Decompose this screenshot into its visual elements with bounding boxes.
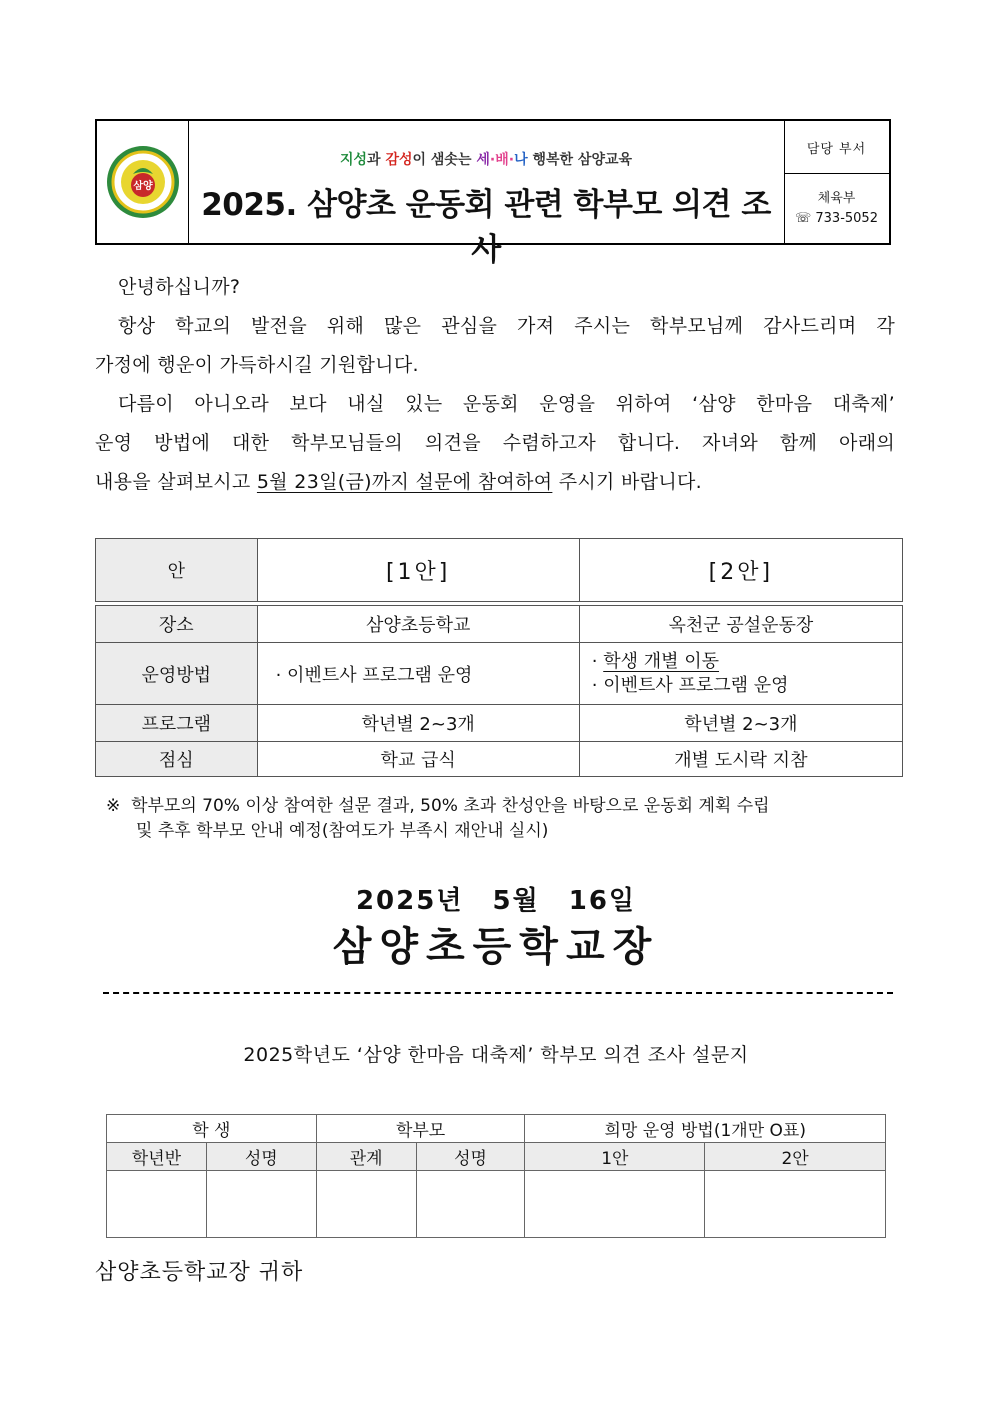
paragraph-line: 가정에 행운이 가득하시길 기원합니다. (95, 354, 419, 376)
col-parent-name: 성명 (416, 1143, 525, 1171)
table-cell: 삼양초등학교 (257, 606, 579, 643)
plan2-choice-cell[interactable] (705, 1171, 886, 1238)
survey-column-row (107, 1143, 886, 1171)
class-input-cell[interactable] (107, 1171, 207, 1238)
greeting: 안녕하십니까? (118, 276, 241, 298)
header-cell-plan1: [1안] (257, 539, 579, 602)
table-cell (579, 643, 902, 705)
col-student-name: 성명 (206, 1143, 316, 1171)
survey-answer-row (107, 1171, 886, 1238)
footnote-text: 학부모의 70% 이상 참여한 설문 결과, 50% 초과 찬성안을 바탕으로 운동회 계획 수립 (131, 796, 770, 816)
deadline-text: 5월 23일(금)까지 설문에 참여하여 (256, 471, 553, 493)
table-cell: 학년별 2~3개 (257, 705, 579, 742)
paragraph-line: 다름이 아니오라 보다 내실 있는 운동회 운영을 위하여 ‘삼양 한마음 대축제’ (118, 393, 895, 415)
row-label: 운영방법 (96, 643, 258, 705)
survey-group-row (107, 1115, 886, 1143)
table-cell: · 이벤트사 프로그램 운영 (257, 643, 579, 705)
col-plan1: 1안 (525, 1143, 705, 1171)
header-cell: 안 (96, 539, 258, 602)
footnote (106, 794, 896, 844)
document-title: 2025. 삼양초 운동회 관련 학부모 의견 조사 (201, 187, 771, 268)
school-logo-cell (97, 121, 189, 243)
group-choice: 희망 운영 방법(1개만 O표) (525, 1115, 886, 1143)
table-cell: 학교 급식 (257, 742, 579, 777)
plan1-choice-cell[interactable] (525, 1171, 705, 1238)
row-label: 장소 (96, 606, 258, 643)
slogan-part: 이 샘솟는 (412, 152, 477, 168)
col-relation: 관계 (316, 1143, 416, 1171)
table-cell: 학년별 2~3개 (579, 705, 902, 742)
group-student: 학 생 (107, 1115, 317, 1143)
table-cell: 개별 도시락 지참 (579, 742, 902, 777)
header-title-cell (188, 121, 785, 268)
bullet-dot: · (591, 650, 604, 672)
table-cell: 옥천군 공설운동장 (579, 606, 902, 643)
footnote-line (106, 794, 896, 819)
school-slogan (188, 149, 784, 169)
cut-line (103, 992, 893, 994)
plan-comparison-table (95, 538, 903, 777)
logo-label: 삼양 (132, 181, 153, 192)
survey-title: 2025학년도 ‘삼양 한마음 대축제’ 학부모 의견 조사 설문지 (243, 1044, 749, 1066)
document-header (95, 119, 891, 268)
department-phone: ☏ 733-5052 (795, 210, 878, 226)
issue-date: 2025년 5월 16일 (355, 886, 637, 916)
department-label: 담당 부서 (784, 121, 889, 174)
slogan-part: 행복한 삼양교육 (527, 152, 633, 168)
table-header-row (96, 539, 903, 602)
row-label: 프로그램 (96, 705, 258, 742)
student-name-input-cell[interactable] (206, 1171, 316, 1238)
footnote-line: 및 추후 학부모 안내 예정(참여도가 부족시 재안내 실시) (136, 821, 549, 841)
slogan-part: 세 (476, 152, 490, 168)
department-cell (784, 121, 889, 243)
text-span: 내용을 살펴보시고 (95, 471, 257, 493)
department-info (784, 174, 889, 243)
department-name: 체육부 (817, 190, 856, 206)
relation-input-cell[interactable] (316, 1171, 416, 1238)
parent-name-input-cell[interactable] (416, 1171, 525, 1238)
table-row (96, 742, 903, 777)
col-class: 학년반 (107, 1143, 207, 1171)
table-row (96, 606, 903, 643)
text-span: 주시기 바랍니다. (552, 471, 702, 493)
bullet-text: 학생 개별 이동 (603, 650, 720, 672)
paragraph-line-deadline (95, 463, 895, 502)
table-row (96, 705, 903, 742)
col-plan2: 2안 (705, 1143, 886, 1171)
letter-body (95, 268, 895, 502)
school-emblem-icon (105, 144, 181, 220)
slogan-part: 감성 (385, 152, 413, 168)
survey-response-table (106, 1114, 886, 1238)
paragraph-line: 운영 방법에 대한 학부모님들의 의견을 수렴하고자 합니다. 자녀와 함께 아래의 (95, 432, 895, 454)
group-parent: 학부모 (316, 1115, 525, 1143)
slogan-part: 지성 (339, 152, 368, 168)
table-row (96, 643, 903, 705)
slogan-part: 나 (514, 152, 528, 168)
bullet-item: · 이벤트사 프로그램 운영 (591, 674, 789, 696)
row-label: 점심 (96, 742, 258, 777)
closing-address: 삼양초등학교장 귀하 (95, 1260, 304, 1285)
reference-mark: ※ (106, 796, 121, 816)
bullet-item (580, 650, 902, 674)
paragraph-line: 항상 학교의 발전을 위해 많은 관심을 가져 주시는 학부모님께 감사드리며 각 (118, 315, 895, 337)
slogan-part: 과 (367, 152, 386, 168)
header-cell-plan2: [2안] (579, 539, 902, 602)
slogan-part: ·배· (489, 152, 515, 168)
principal-signature: 삼양초등학교장 (332, 924, 660, 970)
